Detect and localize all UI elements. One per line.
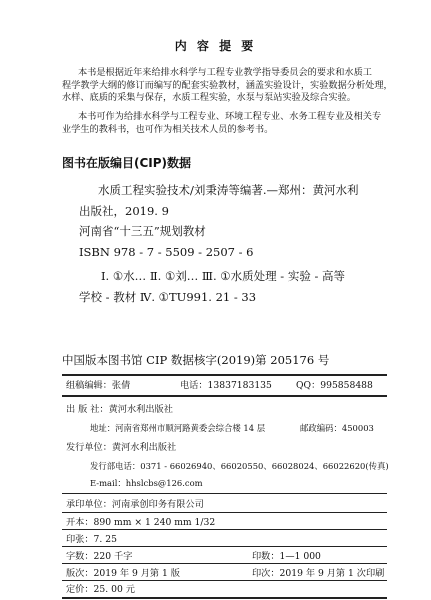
word-count: 字数：220 千字 xyxy=(66,551,133,562)
cip-line-publisher: 出版社，2019. 9 xyxy=(79,203,169,218)
divider xyxy=(62,395,387,397)
divider xyxy=(62,563,387,564)
summary-paragraph-2 xyxy=(62,111,388,136)
summary-p2-line: 业学生的教科书，也可作为相关技术人员的参考书。 xyxy=(62,123,274,135)
publisher: 出 版 社：黄河水利出版社 xyxy=(66,404,173,415)
edition: 版次：2019 年 9 月第 1 版 xyxy=(66,568,180,579)
sheets: 印张：7. 25 xyxy=(66,534,117,545)
editor-phone: 电话：13837183135 xyxy=(180,380,272,391)
cip-data-number: 中国版本图书馆 CIP 数据核字(2019)第 205176 号 xyxy=(62,353,330,367)
editor-name: 组稿编辑：张倩 xyxy=(66,380,131,391)
cip-line-subjects: Ⅰ. ①水… Ⅱ. ①刘… Ⅲ. ①水质处理 - 实验 - 高等 xyxy=(101,269,346,283)
editor-qq: QQ：995858488 xyxy=(296,380,373,391)
email: E-mail：hhslcbs@126.com xyxy=(90,478,203,488)
distributor: 发行单位：黄河水利出版社 xyxy=(66,442,177,453)
cip-record xyxy=(79,180,391,307)
divider xyxy=(62,546,387,547)
cip-line-classification: 学校 - 教材 Ⅳ. ①TU991. 21 - 33 xyxy=(79,289,257,304)
divider xyxy=(62,493,387,494)
cip-line-title: 水质工程实验技术/刘秉涛等编著.—郑州：黄河水利 xyxy=(98,183,359,197)
print-count: 印数：1—1 000 xyxy=(252,551,321,562)
divider xyxy=(62,597,387,599)
summary-p1-line: 本书是根据近年来给排水科学与工程专业教学指导委员会的要求和水质工 xyxy=(78,67,372,78)
divider xyxy=(62,580,387,581)
divider xyxy=(62,529,387,530)
format: 开本：890 mm × 1 240 mm 1/32 xyxy=(66,517,216,528)
cip-line-isbn: ISBN 978 - 7 - 5509 - 2507 - 6 xyxy=(79,244,254,259)
price: 定价：25. 00 元 xyxy=(66,584,135,595)
summary-p1-line: 水样、底质的采集与保存，水质工程实验，水泵与泵站实验及综合实验。 xyxy=(62,92,356,104)
summary-title: 内 容 提 要 xyxy=(174,39,257,53)
divider xyxy=(62,512,387,513)
cip-line-series: 河南省“十三五”规划教材 xyxy=(79,224,206,238)
summary-p2-line: 本书可作为给排水科学与工程专业、环境工程专业、水务工程专业及相关专 xyxy=(78,111,382,122)
publisher-postcode: 邮政编码：450003 xyxy=(300,423,374,433)
cip-heading: 图书在版编目(CIP)数据 xyxy=(62,156,192,170)
summary-paragraph-1 xyxy=(62,67,393,105)
distributor-phone: 发行部电话：0371 - 66026940、66020550、66028024、66022620(传真) xyxy=(90,461,389,471)
summary-p1-line: 程学教学大纲的修订而编写的配套实验教材，涵盖实验设计，实验数据分析处理， xyxy=(62,79,393,91)
publisher-address: 地址：河南省郑州市顺河路黄委会综合楼 14 层 xyxy=(90,423,266,433)
divider xyxy=(62,374,387,376)
printing: 印次：2019 年 9 月第 1 次印刷 xyxy=(252,568,385,579)
printer: 承印单位：河南承创印务有限公司 xyxy=(66,499,204,510)
